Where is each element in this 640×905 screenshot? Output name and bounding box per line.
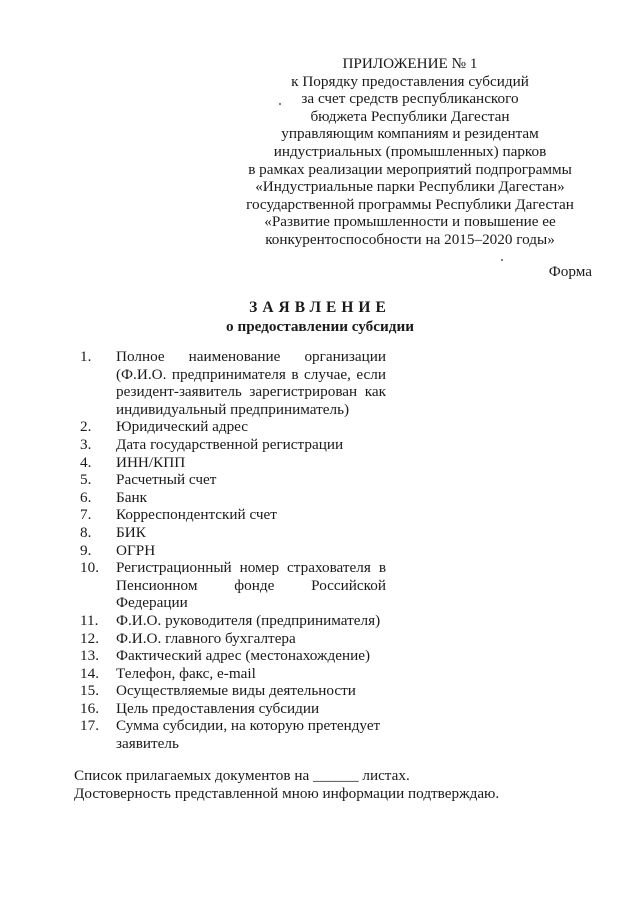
list-item xyxy=(80,471,386,489)
appendix-line: индустриальных (промышленных) парков xyxy=(273,142,547,160)
item-text: Банк xyxy=(116,488,147,506)
appendix-line: бюджета Республики Дагестан xyxy=(310,107,510,125)
requisites-list xyxy=(80,348,386,753)
item-text: Телефон, факс, e-mail xyxy=(116,664,256,682)
item-text-line: заявитель xyxy=(116,735,179,753)
item-text-line: индивидуальный предприниматель) xyxy=(116,400,350,418)
appendix-line: управляющим компаниям и резидентам xyxy=(281,125,539,143)
appendix-heading: ПРИЛОЖЕНИЕ № 1 xyxy=(342,55,478,72)
list-item xyxy=(80,665,386,683)
item-text: Цель предоставления субсидии xyxy=(116,699,320,717)
appendix-line: в рамках реализации мероприятий подпрограммы xyxy=(248,160,572,178)
item-number: 6. xyxy=(80,488,92,506)
appendix-line: за счет средств республиканского xyxy=(301,90,519,108)
document-subtitle: о предоставлении субсидии xyxy=(226,318,414,335)
item-text xyxy=(116,717,386,752)
item-number: 16. xyxy=(80,699,99,717)
list-item xyxy=(80,348,386,418)
item-text xyxy=(116,559,386,612)
list-item xyxy=(80,559,386,612)
appendix-line: «Развитие промышленности и повышение ее xyxy=(264,213,556,231)
item-text-line: Пенсионном фонде Российской xyxy=(116,576,386,594)
appendix-header xyxy=(200,55,620,249)
attachments-line: Список прилагаемых документов на ______ листах. xyxy=(74,767,410,784)
item-number: 3. xyxy=(80,435,92,453)
item-text: Фактический адрес (местонахождение) xyxy=(116,647,371,665)
item-number: 14. xyxy=(80,664,99,682)
footer-block xyxy=(74,767,499,803)
scan-speck xyxy=(501,259,503,261)
item-text-line: Сумма субсидии, на которую претендует xyxy=(116,717,381,735)
list-item xyxy=(80,489,386,507)
item-number: 17. xyxy=(80,717,99,735)
item-number: 4. xyxy=(80,453,92,471)
appendix-line: государственной программы Республики Дагестан xyxy=(246,195,574,213)
item-text: Ф.И.О. главного бухгалтера xyxy=(116,629,296,647)
item-number: 8. xyxy=(80,523,92,541)
document-title: ЗАЯВЛЕНИЕ xyxy=(249,299,391,316)
appendix-line: «Индустриальные парки Республики Дагестан» xyxy=(255,178,565,196)
item-text-line: Полное наименование организации xyxy=(116,348,386,365)
item-text-line: Регистрационный номер страхователя в xyxy=(116,559,386,577)
list-item xyxy=(80,506,386,524)
item-text-line: Федерации xyxy=(116,594,188,612)
item-text: Корреспондентский счет xyxy=(116,506,277,524)
item-text: Ф.И.О. руководителя (предпринимателя) xyxy=(116,611,381,629)
list-item xyxy=(80,682,386,700)
item-number: 2. xyxy=(80,418,92,436)
list-item xyxy=(80,524,386,542)
list-item xyxy=(80,717,386,752)
item-number: 10. xyxy=(80,559,99,577)
list-item xyxy=(80,630,386,648)
appendix-line: к Порядку предоставления субсидий xyxy=(291,72,529,90)
list-item xyxy=(80,700,386,718)
item-number: 12. xyxy=(80,629,99,647)
list-item xyxy=(80,542,386,560)
list-item xyxy=(80,647,386,665)
item-text: БИК xyxy=(116,523,146,541)
item-text: ОГРН xyxy=(116,541,156,559)
list-item xyxy=(80,436,386,454)
confirmation-line: Достоверность представленной мною информации подтверждаю. xyxy=(74,785,500,802)
list-item xyxy=(80,612,386,630)
item-number: 11. xyxy=(80,611,99,629)
item-text-line: (Ф.И.О. предпринимателя в случае, если xyxy=(116,365,386,383)
item-text: Юридический адрес xyxy=(116,418,249,436)
item-number: 13. xyxy=(80,647,99,665)
item-text xyxy=(116,348,386,418)
list-item xyxy=(80,454,386,472)
item-number: 1. xyxy=(80,348,92,365)
item-text: Осуществляемые виды деятельности xyxy=(116,682,356,700)
form-label: Форма xyxy=(548,263,592,280)
item-number: 7. xyxy=(80,506,92,524)
item-text: Дата государственной регистрации xyxy=(116,435,344,453)
item-number: 15. xyxy=(80,682,99,700)
appendix-line: конкурентоспособности на 2015–2020 годы» xyxy=(265,230,555,248)
item-number: 9. xyxy=(80,541,92,559)
item-text: Расчетный счет xyxy=(116,471,217,489)
item-text-line: резидент-заявитель зарегистрирован как xyxy=(116,383,386,401)
item-number: 5. xyxy=(80,471,92,489)
item-text: ИНН/КПП xyxy=(116,453,186,471)
scan-speck xyxy=(279,103,281,105)
list-item xyxy=(80,418,386,436)
